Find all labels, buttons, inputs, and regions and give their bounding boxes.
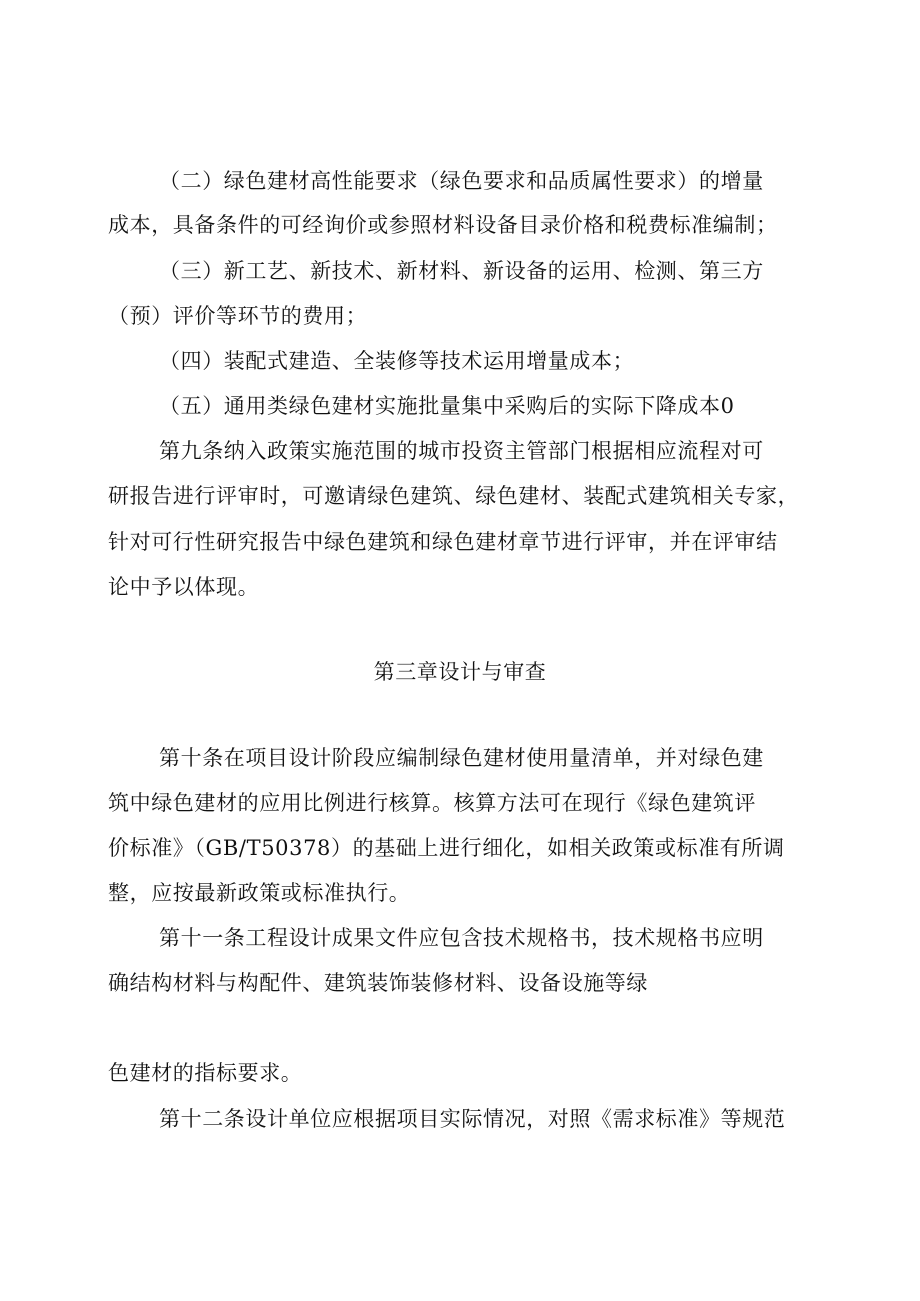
article-9-line-2: 研报告进行评审时，可邀请绿色建筑、绿色建材、装配式建筑相关专家，: [108, 484, 800, 508]
item-four-line: （四）装配式建造、全装修等技术运用增量成本；: [159, 349, 635, 373]
article-10-line-1: 第十条在项目设计阶段应编制绿色建材使用量清单，并对绿色建: [159, 746, 764, 770]
article-9-line-1: 第九条纳入政策实施范围的城市投资主管部门根据相应流程对可: [159, 439, 764, 463]
chapter-title: 第三章设计与审查: [373, 660, 547, 684]
item-two-line-2: 成本，具备条件的可经询价或参照材料设备目录价格和税费标准编制；: [108, 213, 778, 237]
article-9-line-4: 论中予以体现。: [108, 575, 260, 599]
article-11-line-3: 色建材的指标要求。: [108, 1061, 303, 1085]
article-12-line-1: 第十二条设计单位应根据项目实际情况，对照《需求标准》等规范: [159, 1107, 786, 1131]
article-9-line-3: 针对可行性研究报告中绿色建筑和绿色建材章节进行评审，并在评审结: [108, 530, 778, 554]
article-11-line-2: 确结构材料与构配件、建筑装饰装修材料、设备设施等绿: [108, 971, 648, 995]
item-three-line-2: （预）评价等环节的费用；: [108, 304, 368, 328]
article-11-line-1: 第十一条工程设计成果文件应包含技术规格书，技术规格书应明: [159, 926, 764, 950]
article-10-line-3: 价标准》（GB/T50378）的基础上进行细化，如相关政策或标准有所调: [108, 836, 785, 860]
article-10-line-4: 整，应按最新政策或标准执行。: [108, 881, 411, 905]
item-five-line: （五）通用类绿色建材实施批量集中采购后的实际下降成本0: [159, 394, 735, 418]
article-10-line-2: 筑中绿色建材的应用比例进行核算。核算方法可在现行《绿色建筑评: [108, 791, 756, 815]
item-three-line-1: （三）新工艺、新技术、新材料、新设备的运用、检测、第三方: [159, 259, 764, 283]
item-two-line-1: （二）绿色建材高性能要求（绿色要求和品质属性要求）的增量: [159, 169, 764, 193]
